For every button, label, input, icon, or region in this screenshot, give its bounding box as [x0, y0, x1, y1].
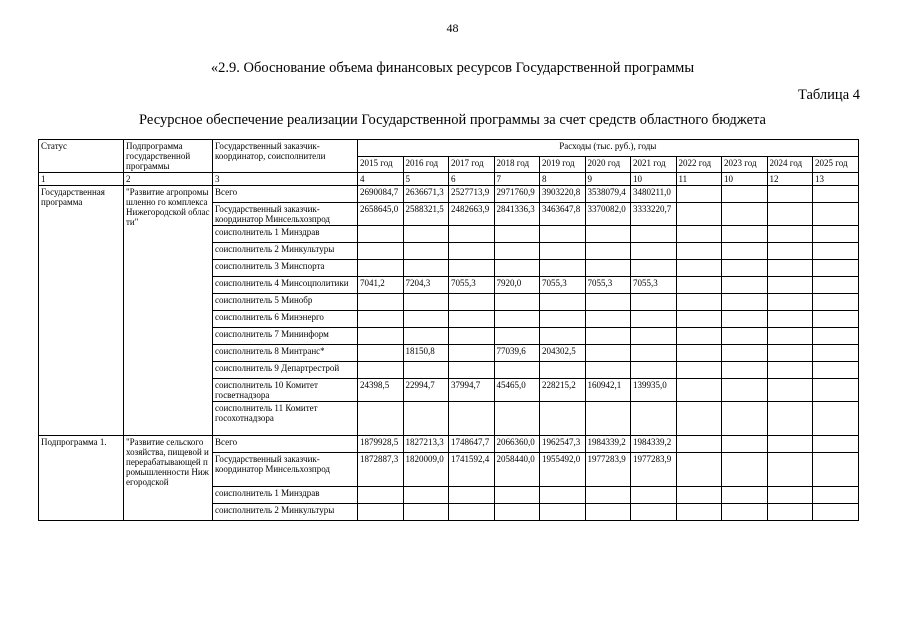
executor-cell: соисполнитель 11 Комитет госохотнадзора: [213, 402, 358, 436]
value-cell: [449, 362, 495, 379]
value-cell: 2058440,0: [494, 453, 540, 487]
value-cell: [676, 186, 722, 203]
value-cell: 1748647,7: [449, 436, 495, 453]
value-cell: 7055,3: [585, 277, 631, 294]
status-cell: Подпрограмма 1.: [39, 436, 124, 521]
value-cell: [813, 436, 859, 453]
value-cell: [722, 277, 768, 294]
value-cell: [813, 328, 859, 345]
year-header: 2019 год: [540, 156, 586, 173]
column-number: 4: [358, 173, 404, 186]
executor-cell: соисполнитель 1 Минздрав: [213, 487, 358, 504]
value-cell: [722, 402, 768, 436]
value-cell: 45465,0: [494, 379, 540, 402]
value-cell: [767, 379, 813, 402]
value-cell: [813, 379, 859, 402]
value-cell: 2588321,5: [403, 203, 449, 226]
value-cell: [813, 203, 859, 226]
value-cell: [631, 345, 677, 362]
value-cell: [676, 277, 722, 294]
table-row: [39, 186, 859, 203]
value-cell: [540, 243, 586, 260]
value-cell: 3333220,7: [631, 203, 677, 226]
value-cell: [540, 504, 586, 521]
value-cell: [494, 504, 540, 521]
value-cell: [631, 294, 677, 311]
value-cell: [676, 203, 722, 226]
value-cell: [494, 328, 540, 345]
value-cell: 22994,7: [403, 379, 449, 402]
value-cell: [631, 243, 677, 260]
value-cell: [358, 226, 404, 243]
value-cell: [722, 453, 768, 487]
value-cell: [358, 311, 404, 328]
value-cell: [358, 294, 404, 311]
value-cell: 7055,3: [449, 277, 495, 294]
value-cell: [631, 328, 677, 345]
value-cell: [585, 328, 631, 345]
value-cell: 2636671,3: [403, 186, 449, 203]
table-label: Таблица 4: [797, 87, 860, 103]
column-number: 11: [676, 173, 722, 186]
executor-cell: соисполнитель 2 Минкультуры: [213, 243, 358, 260]
value-cell: 7055,3: [631, 277, 677, 294]
value-cell: [676, 379, 722, 402]
value-cell: [722, 379, 768, 402]
value-cell: [449, 226, 495, 243]
value-cell: [767, 243, 813, 260]
program-name-cell: "Развитие сельского хозяйства, пищевой и перерабатывающей промышленности Нижегородской: [124, 436, 213, 521]
year-header: 2015 год: [358, 156, 404, 173]
value-cell: [767, 260, 813, 277]
value-cell: [358, 345, 404, 362]
executor-cell: Всего: [213, 186, 358, 203]
value-cell: 2841336,3: [494, 203, 540, 226]
value-cell: [676, 260, 722, 277]
value-cell: [403, 487, 449, 504]
value-cell: [722, 294, 768, 311]
value-cell: [767, 186, 813, 203]
value-cell: [722, 328, 768, 345]
value-cell: [449, 328, 495, 345]
value-cell: [449, 243, 495, 260]
section-heading: «2.9. Обоснование объема финансовых ресурсов Государственной программы: [210, 60, 695, 76]
value-cell: [767, 362, 813, 379]
year-header: 2022 год: [676, 156, 722, 173]
value-cell: [631, 487, 677, 504]
value-cell: 24398,5: [358, 379, 404, 402]
value-cell: [403, 294, 449, 311]
value-cell: 7920,0: [494, 277, 540, 294]
value-cell: 3903220,8: [540, 186, 586, 203]
value-cell: [767, 203, 813, 226]
table-title: Ресурсное обеспечение реализации Государственной программы за счет средств областного бюджета: [139, 112, 766, 128]
value-cell: [585, 362, 631, 379]
value-cell: [676, 402, 722, 436]
executor-cell: соисполнитель 8 Минтранс*: [213, 345, 358, 362]
value-cell: [403, 260, 449, 277]
value-cell: [676, 487, 722, 504]
value-cell: 204302,5: [540, 345, 586, 362]
year-header: 2018 год: [494, 156, 540, 173]
value-cell: [722, 311, 768, 328]
header-customer: Государственный заказчик-координатор, соисполнители: [213, 140, 358, 173]
value-cell: [403, 243, 449, 260]
column-number: 10: [631, 173, 677, 186]
value-cell: 1962547,3: [540, 436, 586, 453]
value-cell: [676, 294, 722, 311]
value-cell: 1872887,3: [358, 453, 404, 487]
value-cell: 2658645,0: [358, 203, 404, 226]
value-cell: [540, 226, 586, 243]
value-cell: [449, 487, 495, 504]
value-cell: [449, 402, 495, 436]
value-cell: [676, 328, 722, 345]
value-cell: 3480211,0: [631, 186, 677, 203]
value-cell: [767, 328, 813, 345]
column-number: 7: [494, 173, 540, 186]
value-cell: [676, 436, 722, 453]
value-cell: [722, 436, 768, 453]
value-cell: [585, 487, 631, 504]
value-cell: [585, 345, 631, 362]
column-number: 1: [39, 173, 124, 186]
value-cell: [722, 243, 768, 260]
year-header: 2025 год: [813, 156, 859, 173]
value-cell: [813, 243, 859, 260]
executor-cell: Всего: [213, 436, 358, 453]
value-cell: 18150,8: [403, 345, 449, 362]
value-cell: [767, 504, 813, 521]
value-cell: [358, 487, 404, 504]
value-cell: [813, 260, 859, 277]
value-cell: [631, 402, 677, 436]
value-cell: [494, 362, 540, 379]
value-cell: [767, 277, 813, 294]
value-cell: 228215,2: [540, 379, 586, 402]
column-number: 3: [213, 173, 358, 186]
executor-cell: соисполнитель 6 Минэнерго: [213, 311, 358, 328]
value-cell: 3463647,8: [540, 203, 586, 226]
status-cell: Государственная программа: [39, 186, 124, 436]
value-cell: [813, 277, 859, 294]
value-cell: [676, 243, 722, 260]
column-number: 12: [767, 173, 813, 186]
value-cell: [767, 436, 813, 453]
value-cell: [585, 504, 631, 521]
value-cell: [358, 402, 404, 436]
value-cell: 7204,3: [403, 277, 449, 294]
value-cell: [767, 487, 813, 504]
executor-cell: соисполнитель 5 Минобр: [213, 294, 358, 311]
year-header: 2016 год: [403, 156, 449, 173]
value-cell: [722, 362, 768, 379]
value-cell: [631, 226, 677, 243]
value-cell: [358, 260, 404, 277]
value-cell: 139935,0: [631, 379, 677, 402]
value-cell: [403, 362, 449, 379]
column-number: 9: [585, 173, 631, 186]
value-cell: [449, 311, 495, 328]
value-cell: 2690084,7: [358, 186, 404, 203]
executor-cell: соисполнитель 2 Минкультуры: [213, 504, 358, 521]
value-cell: [813, 186, 859, 203]
value-cell: [813, 402, 859, 436]
value-cell: [540, 362, 586, 379]
header-row: [39, 140, 859, 157]
value-cell: 1955492,0: [540, 453, 586, 487]
value-cell: [813, 294, 859, 311]
value-cell: [585, 226, 631, 243]
value-cell: 2527713,9: [449, 186, 495, 203]
executor-cell: соисполнитель 10 Комитет госветнадзора: [213, 379, 358, 402]
column-number: 13: [813, 173, 859, 186]
value-cell: [722, 203, 768, 226]
resource-table: [38, 139, 859, 521]
value-cell: [676, 453, 722, 487]
value-cell: [403, 311, 449, 328]
value-cell: 77039,6: [494, 345, 540, 362]
value-cell: [767, 345, 813, 362]
year-header: 2020 год: [585, 156, 631, 173]
value-cell: [358, 243, 404, 260]
value-cell: [494, 226, 540, 243]
executor-cell: соисполнитель 3 Минспорта: [213, 260, 358, 277]
value-cell: [722, 504, 768, 521]
value-cell: [813, 311, 859, 328]
value-cell: [449, 345, 495, 362]
value-cell: 1984339,2: [585, 436, 631, 453]
value-cell: 7041,2: [358, 277, 404, 294]
value-cell: [676, 345, 722, 362]
value-cell: [722, 345, 768, 362]
value-cell: 1984339,2: [631, 436, 677, 453]
header-expenses: Расходы (тыс. руб.), годы: [358, 140, 859, 157]
value-cell: [585, 294, 631, 311]
value-cell: 160942,1: [585, 379, 631, 402]
value-cell: [722, 260, 768, 277]
value-cell: [676, 504, 722, 521]
column-number: 5: [403, 173, 449, 186]
value-cell: 37994,7: [449, 379, 495, 402]
value-cell: [767, 294, 813, 311]
value-cell: [449, 504, 495, 521]
value-cell: [767, 453, 813, 487]
value-cell: 1827213,3: [403, 436, 449, 453]
value-cell: 3370082,0: [585, 203, 631, 226]
value-cell: [585, 243, 631, 260]
column-number: 6: [449, 173, 495, 186]
value-cell: [585, 311, 631, 328]
value-cell: [494, 402, 540, 436]
value-cell: [494, 294, 540, 311]
value-cell: [813, 487, 859, 504]
value-cell: [722, 186, 768, 203]
year-header: 2023 год: [722, 156, 768, 173]
value-cell: [449, 260, 495, 277]
value-cell: 2066360,0: [494, 436, 540, 453]
value-cell: [403, 226, 449, 243]
value-cell: [494, 311, 540, 328]
program-name-cell: "Развитие агропромышленно го комплекса Нижегородской области": [124, 186, 213, 436]
value-cell: [540, 402, 586, 436]
value-cell: [540, 294, 586, 311]
value-cell: [676, 362, 722, 379]
value-cell: [767, 226, 813, 243]
value-cell: 1741592,4: [449, 453, 495, 487]
value-cell: [813, 226, 859, 243]
value-cell: [358, 362, 404, 379]
value-cell: [449, 294, 495, 311]
value-cell: [813, 362, 859, 379]
value-cell: 1820009,0: [403, 453, 449, 487]
value-cell: [767, 402, 813, 436]
executor-cell: соисполнитель 9 Департрестрой: [213, 362, 358, 379]
value-cell: [676, 311, 722, 328]
value-cell: 1977283,9: [631, 453, 677, 487]
executor-cell: соисполнитель 7 Мининформ: [213, 328, 358, 345]
value-cell: [494, 487, 540, 504]
year-header: 2017 год: [449, 156, 495, 173]
header-subprogram: Подпрограмма государственной программы: [124, 140, 213, 173]
column-numbers-row: [39, 173, 859, 186]
executor-cell: Государственный заказчик-координатор Минсельхозпрод: [213, 453, 358, 487]
year-header: 2024 год: [767, 156, 813, 173]
executor-cell: соисполнитель 1 Минздрав: [213, 226, 358, 243]
value-cell: 2971760,9: [494, 186, 540, 203]
executor-cell: Государственный заказчик-координатор Минсельхозпрод: [213, 203, 358, 226]
value-cell: [631, 362, 677, 379]
column-number: 10: [722, 173, 768, 186]
value-cell: 2482663,9: [449, 203, 495, 226]
value-cell: [676, 226, 722, 243]
column-number: 2: [124, 173, 213, 186]
value-cell: [631, 311, 677, 328]
value-cell: [722, 226, 768, 243]
value-cell: [813, 453, 859, 487]
value-cell: [358, 328, 404, 345]
header-status: Статус: [39, 140, 124, 173]
value-cell: [767, 311, 813, 328]
value-cell: [540, 311, 586, 328]
value-cell: [494, 243, 540, 260]
value-cell: [494, 260, 540, 277]
value-cell: [358, 504, 404, 521]
value-cell: [403, 328, 449, 345]
value-cell: [540, 328, 586, 345]
value-cell: 1977283,9: [585, 453, 631, 487]
value-cell: [631, 504, 677, 521]
table-row: [39, 436, 859, 453]
value-cell: [722, 487, 768, 504]
value-cell: [585, 260, 631, 277]
value-cell: [403, 402, 449, 436]
year-header: 2021 год: [631, 156, 677, 173]
value-cell: [631, 260, 677, 277]
column-number: 8: [540, 173, 586, 186]
page-number: 48: [446, 21, 459, 35]
value-cell: [540, 487, 586, 504]
value-cell: 1879928,5: [358, 436, 404, 453]
value-cell: 7055,3: [540, 277, 586, 294]
value-cell: [540, 260, 586, 277]
value-cell: [403, 504, 449, 521]
value-cell: [813, 345, 859, 362]
value-cell: [585, 402, 631, 436]
value-cell: [813, 504, 859, 521]
value-cell: 3538079,4: [585, 186, 631, 203]
executor-cell: соисполнитель 4 Минсоцполитики: [213, 277, 358, 294]
